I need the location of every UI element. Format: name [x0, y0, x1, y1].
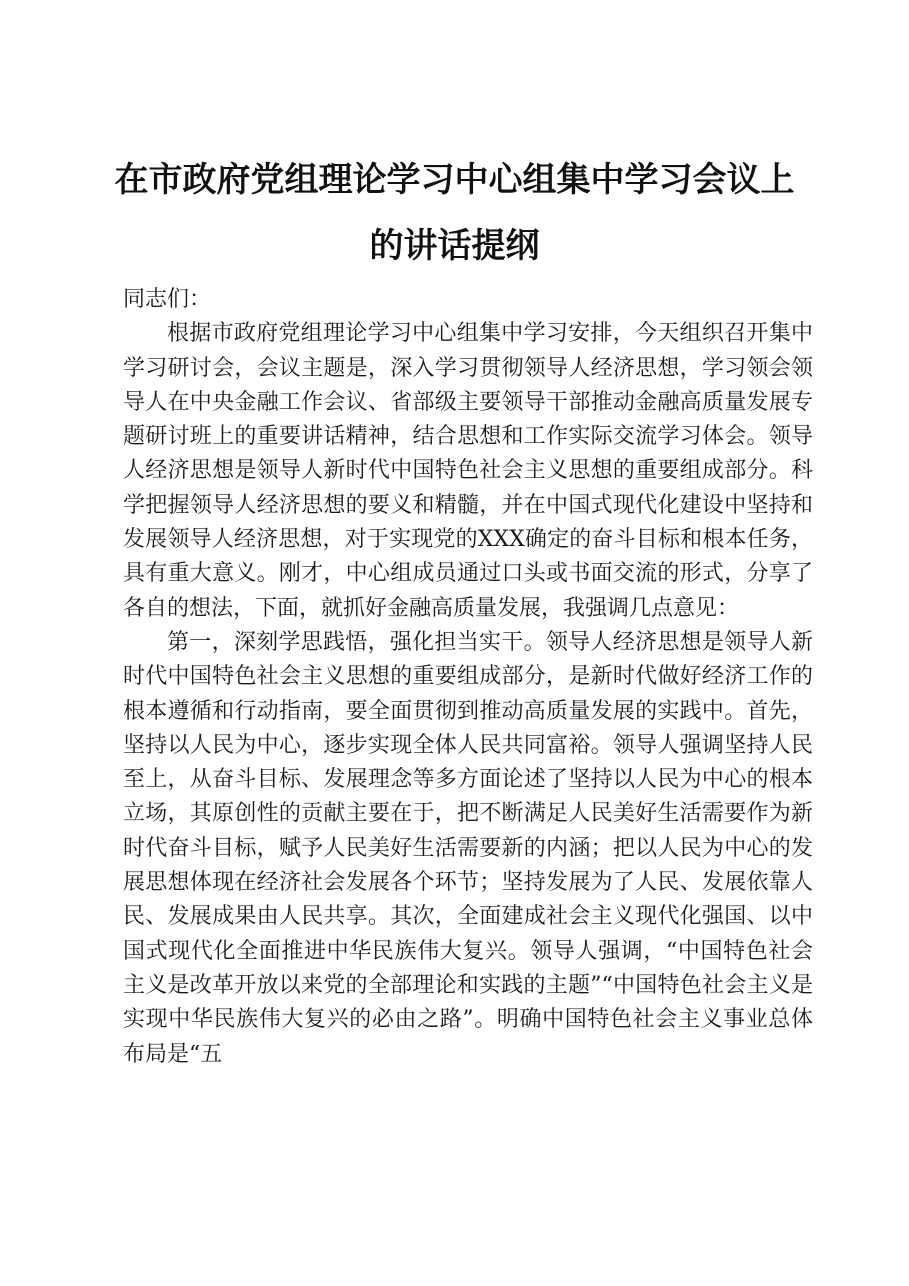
document-body: [123, 283, 813, 1072]
salutation: 同志们：: [123, 287, 212, 312]
paragraph-intro: 根据市政府党组理论学习中心组集中学习安排，今天组织召开集中学习研讨会，会议主题是，深入学习贯彻领导人经济思想，学习领会领导人在中央金融工作会议、省部级主要领导干部推动金融高质量发展专题研讨班上的重要讲话精神，结合思想和工作实际交流学习体会。领导人经济思想是领导人新时代中国特色社会主义思想的重要组成部分。科学把握领导人经济思想的要义和精髓，并在中国式现代化建设中坚持和发展领导人经济思想，对于实现党的XXX确定的奋斗目标和根本任务，具有重大意义。刚才，中心组成员通过口头或书面交流的形式，分享了各自的想法，下面，就抓好金融高质量发展，我强调几点意见：: [123, 321, 813, 621]
document-title-line-1: 在市政府党组理论学习中心组集中学习会议上: [114, 160, 795, 200]
document-title-line-2: 的讲话提纲: [369, 226, 540, 266]
paragraph-first-point: 第一，深刻学思践悟，强化担当实干。领导人经济思想是领导人新时代中国特色社会主义思想的重要组成部分，是新时代做好经济工作的根本遵循和行动指南，要全面贯彻到推动高质量发展的实践中。首先，坚持以人民为中心，逐步实现全体人民共同富裕。领导人强调坚持人民至上，从奋斗目标、发展理念等多方面论述了坚持以人民为中心的根本立场，其原创性的贡献主要在于，把不断满足人民美好生活需要作为新时代奋斗目标，赋予人民美好生活需要新的内涵；把以人民为中心的发展思想体现在经济社会发展各个环节；坚持发展为了人民、发展依靠人民、发展成果由人民共享。其次，全面建成社会主义现代化强国、以中国式现代化全面推进中华民族伟大复兴。领导人强调，“中国特色社会主义是改革开放以来党的全部理论和实践的主题”“中国特色社会主义是实现中华民族伟大复兴的必由之路”。明确中国特色社会主义事业总体布局是“五: [123, 629, 813, 1067]
